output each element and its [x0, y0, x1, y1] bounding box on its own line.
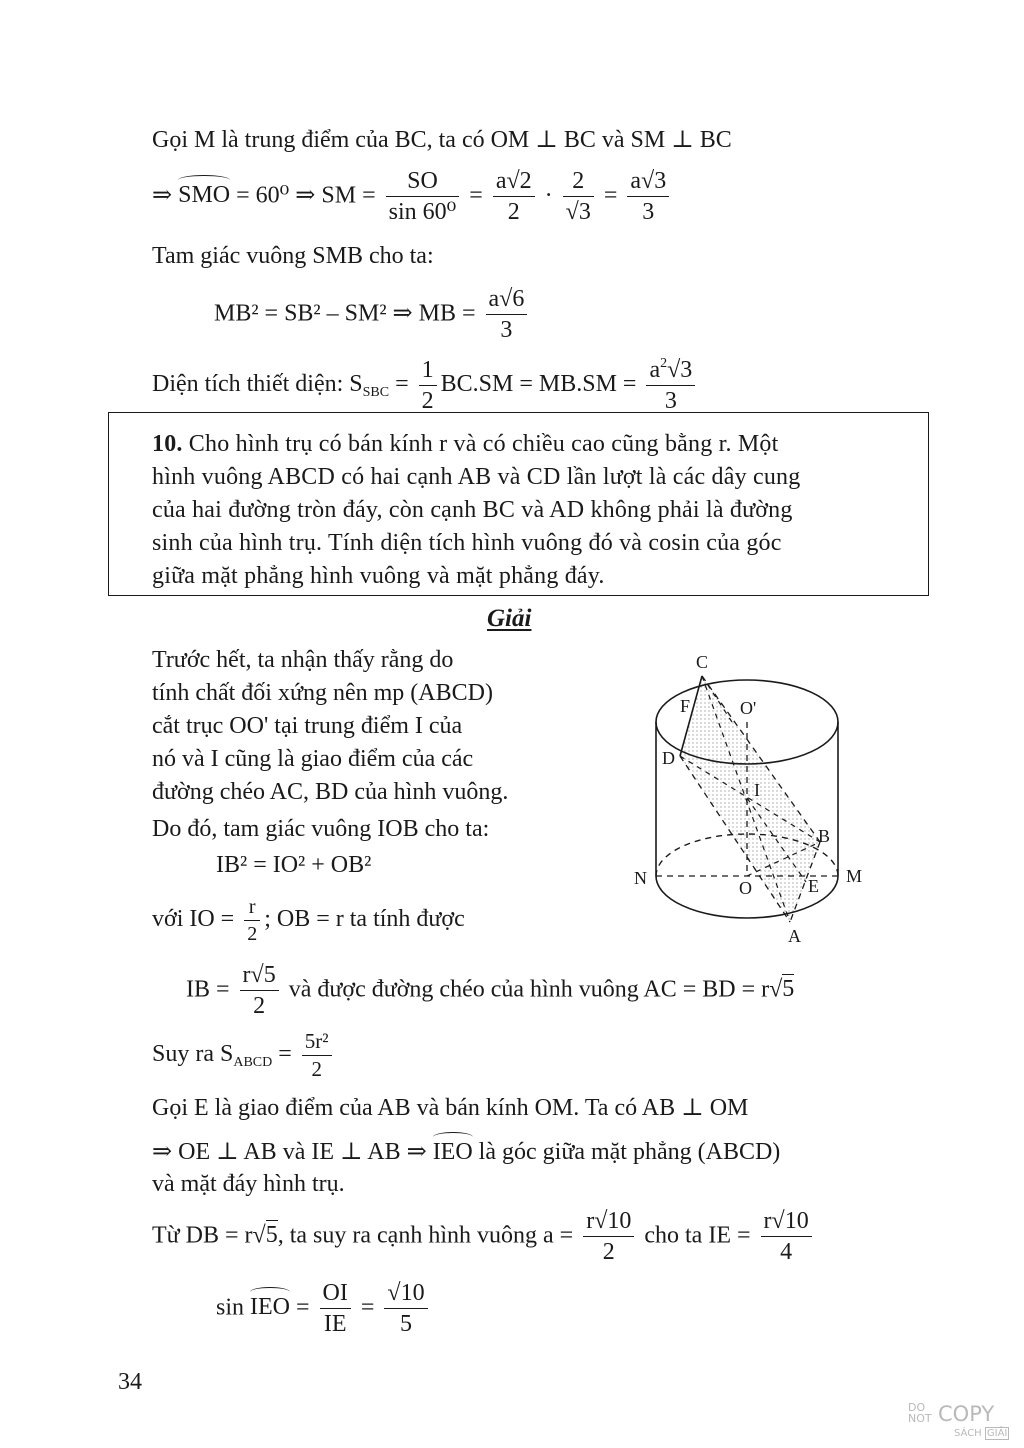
- cylinder-figure: [620, 650, 890, 950]
- text-line-3: Tam giác vuông SMB cho ta:: [152, 243, 434, 269]
- label-n: N: [634, 868, 647, 888]
- label-o-prime: O': [740, 698, 757, 718]
- problem-line-3: của hai đường tròn đáy, còn cạnh BC và AD không phải là đường: [152, 497, 793, 523]
- equation-sin: sin IEO = $\frac{OI}{IE}$ = $\frac{√10}{5}$: [216, 1280, 432, 1338]
- equation-area: Diện tích thiết diện: $S_{SBC}$ = $\frac{1}{2}$ BC.SM = MB.SM = $\frac{a^2√3}{3}$: [152, 356, 699, 415]
- problem-line-5: giữa mặt phẳng hình vuông và mặt phẳng đáy.: [152, 563, 605, 589]
- equation-ib: IB = $\frac{r√5}{2}$ và được đường chéo của hình vuông AC = BD = r√5: [186, 962, 795, 1020]
- label-c: C: [696, 652, 709, 672]
- problem-line-4: sinh của hình trụ. Tính diện tích hình vuông đó và cosin của góc: [152, 530, 782, 556]
- solution-line-2: tính chất đối xứng nên mp (ABCD): [152, 680, 493, 706]
- watermark-do: DO NOT: [908, 1401, 932, 1425]
- equation-pythagoras: IB² = IO² + OB²: [216, 852, 372, 878]
- solution-line-3: cắt trục OO' tại trung điểm I của: [152, 713, 463, 739]
- equation-sm: ⇒ SMO = 60⁰ ⇒ SM = $\frac{SO}{\text{sin 60⁰}}$ = $\frac{a√2}{2}$ · $\frac{2}{√3}$ = $\frac{a√3}{3}$: [152, 168, 673, 226]
- solution-line-12: ⇒ OE ⊥ AB và IE ⊥ AB ⇒ IEO là góc giữa mặt phẳng (ABCD): [152, 1132, 780, 1167]
- problem-line-1: 10. Cho hình trụ có bán kính r và có chiều cao cũng bằng r. Một: [152, 431, 779, 457]
- label-a: A: [788, 926, 801, 946]
- solution-heading: Giải: [487, 605, 532, 632]
- label-o: O: [739, 878, 752, 898]
- label-i: I: [754, 780, 760, 800]
- solution-line-6: Do đó, tam giác vuông IOB cho ta:: [152, 816, 490, 842]
- watermark-sach: SÁCH GIẢI: [954, 1428, 1008, 1439]
- label-b: B: [818, 826, 831, 846]
- solution-line-5: đường chéo AC, BD của hình vuông.: [152, 779, 509, 805]
- solution-line-13: và mặt đáy hình trụ.: [152, 1171, 345, 1197]
- label-m: M: [846, 866, 863, 886]
- page-number: 34: [118, 1369, 142, 1395]
- angle-smo: SMO: [178, 175, 230, 210]
- equation-io: với IO = $\frac{r}{2}$ ; OB = r ta tính được: [152, 896, 465, 945]
- watermark-copy: COPY: [938, 1402, 995, 1426]
- solution-line-11: Gọi E là giao điểm của AB và bán kính OM. Ta có AB ⊥ OM: [152, 1095, 749, 1121]
- solution-line-4: nó và I cũng là giao điểm của các: [152, 746, 474, 772]
- watermark: [906, 1402, 1016, 1442]
- equation-side: Từ DB = r√5, ta suy ra cạnh hình vuông a = $\frac{r√10}{2}$ cho ta IE = $\frac{r√10}{4}$: [152, 1208, 816, 1266]
- problem-line-2: hình vuông ABCD có hai cạnh AB và CD lần lượt là các dây cung: [152, 464, 801, 490]
- angle-ieo-2: IEO: [250, 1287, 290, 1322]
- label-d: D: [662, 748, 675, 768]
- solution-line-1: Trước hết, ta nhận thấy rằng do: [152, 647, 454, 673]
- label-f: F: [680, 696, 691, 716]
- equation-area-square: Suy ra $S_{ABCD}$ = $\frac{\text{5r²}}{2}$: [152, 1030, 336, 1081]
- angle-ieo: IEO: [433, 1132, 473, 1167]
- text-line-1: Gọi M là trung điểm của BC, ta có OM ⊥ BC và SM ⊥ BC: [152, 127, 732, 153]
- equation-mb: MB² = SB² – SM² ⇒ MB = $\frac{a√6}{3}$: [214, 286, 531, 344]
- label-e: E: [808, 876, 819, 896]
